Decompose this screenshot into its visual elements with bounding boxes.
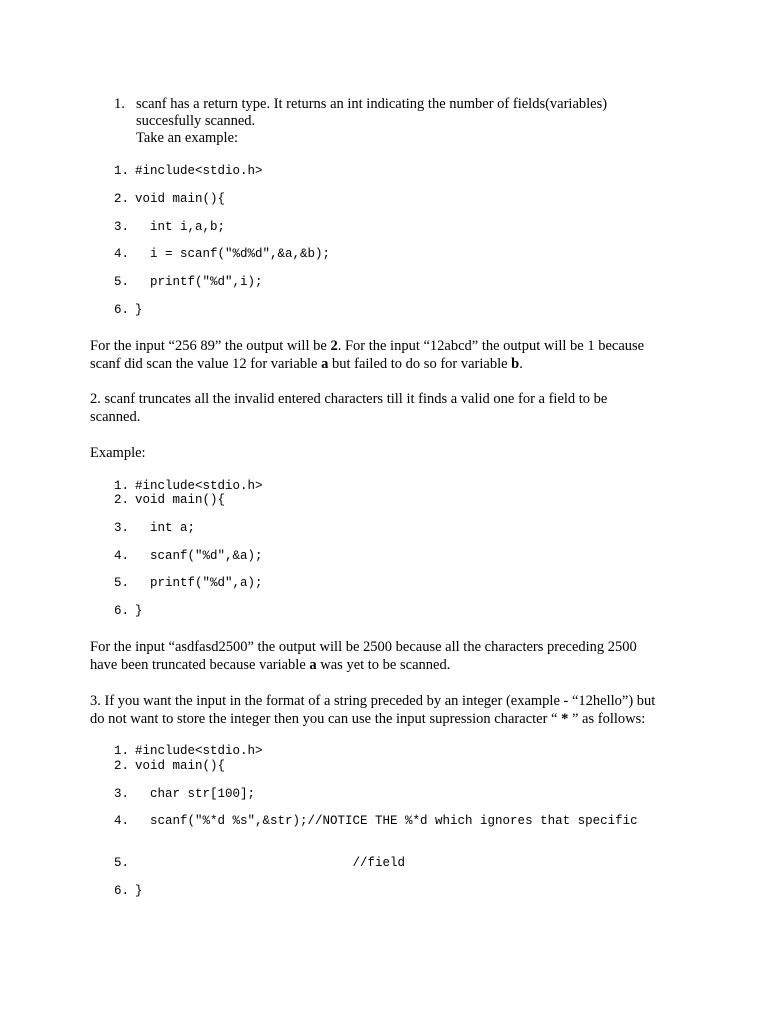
- paragraph-2-line-1: 2. scanf truncates all the invalid entered characters till it finds a valid one for a field to be: [90, 391, 608, 407]
- paragraph-1-line-2: scanf did scan the value 12 for variable a but failed to do so for variable b.: [90, 356, 523, 372]
- item1-line-1: scanf has a return type. It returns an int indicating the number of fields(variables): [136, 96, 608, 112]
- item1-line-2: succesfully scanned.: [136, 113, 256, 129]
- paragraph-4-line-1: 3. If you want the input in the format of a string preceded by an integer (example - “12hello”) but: [90, 693, 656, 709]
- item1-line-3: Take an example:: [136, 130, 239, 146]
- example-label: Example:: [90, 445, 146, 461]
- paragraph-2-line-2: scanned.: [90, 409, 141, 425]
- paragraph-3-line-1: For the input “asdfasd2500” the output will be 2500 because all the characters preceding 2500: [90, 639, 637, 655]
- paragraph-3-line-2: have been truncated because variable a was yet to be scanned.: [90, 657, 451, 673]
- paragraph-1-line-1: For the input “256 89” the output will be 2. For the input “12abcd” the output will be 1 because: [90, 338, 645, 354]
- list-number-1: 1.: [114, 96, 125, 112]
- paragraph-4-line-2: do not want to store the integer then you can use the input supression character “ * ” as follows:: [90, 711, 646, 727]
